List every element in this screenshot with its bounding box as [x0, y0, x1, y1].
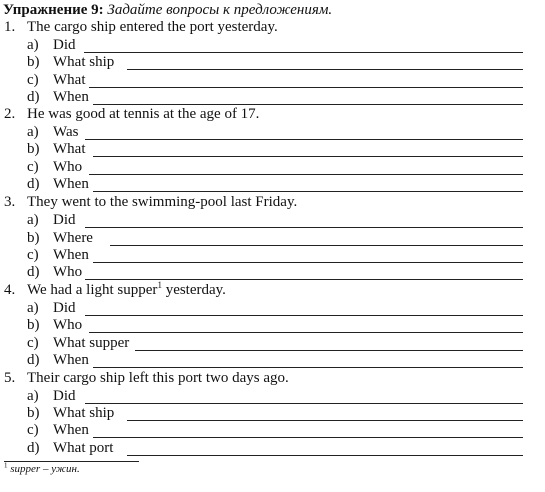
option-letter: c) — [27, 72, 39, 88]
option-letter: d) — [27, 352, 40, 368]
answer-line-5b[interactable] — [27, 405, 523, 422]
footnote — [4, 463, 80, 476]
answer-blank[interactable] — [127, 69, 523, 70]
answer-blank[interactable] — [89, 332, 523, 333]
option-letter: c) — [27, 247, 39, 263]
option-letter: b) — [27, 317, 40, 333]
footnote-divider — [4, 461, 139, 462]
question-4 — [4, 282, 534, 299]
answer-line-2d[interactable] — [27, 176, 523, 193]
option-prompt: When — [53, 352, 89, 368]
answer-line-5c[interactable] — [27, 422, 523, 439]
answer-blank[interactable] — [84, 52, 523, 53]
answer-blank[interactable] — [93, 367, 523, 368]
option-prompt: What ship — [53, 405, 115, 421]
question-number: 2. — [4, 106, 16, 122]
option-prompt: What supper — [53, 335, 130, 351]
answer-blank[interactable] — [127, 455, 523, 456]
option-prompt: Did — [53, 212, 76, 228]
question-2 — [4, 106, 534, 123]
answer-blank[interactable] — [135, 350, 523, 351]
option-prompt: Did — [53, 388, 76, 404]
question-number: 1. — [4, 19, 16, 35]
question-1 — [4, 19, 534, 36]
option-letter: c) — [27, 335, 39, 351]
answer-line-3d[interactable] — [27, 264, 523, 281]
answer-line-5a[interactable] — [27, 388, 523, 405]
answer-line-2c[interactable] — [27, 159, 523, 176]
exercise-label: Упражнение 9: — [3, 2, 104, 18]
option-prompt: When — [53, 89, 89, 105]
answer-line-1c[interactable] — [27, 72, 523, 89]
option-prompt: When — [53, 176, 89, 192]
option-letter: c) — [27, 422, 39, 438]
option-letter: c) — [27, 159, 39, 175]
exercise-title — [3, 1, 332, 19]
question-3 — [4, 194, 534, 211]
question-sentence: The cargo ship entered the port yesterday. — [27, 19, 278, 35]
option-letter: d) — [27, 264, 40, 280]
answer-line-4d[interactable] — [27, 352, 523, 369]
option-letter: d) — [27, 89, 40, 105]
answer-blank[interactable] — [93, 437, 523, 438]
answer-line-5d[interactable] — [27, 440, 523, 457]
answer-blank[interactable] — [85, 315, 523, 316]
question-sentence: Their cargo ship left this port two days ago. — [27, 370, 289, 386]
answer-line-4c[interactable] — [27, 335, 523, 352]
footnote-reference: 1 — [157, 280, 162, 290]
question-sentence: He was good at tennis at the age of 17. — [27, 106, 260, 122]
option-letter: b) — [27, 54, 40, 70]
option-letter: b) — [27, 230, 40, 246]
answer-blank[interactable] — [85, 227, 523, 228]
question-number: 3. — [4, 194, 16, 210]
option-letter: a) — [27, 300, 39, 316]
question-sentence: We had a light supper — [27, 282, 158, 298]
answer-line-2a[interactable] — [27, 124, 523, 141]
answer-line-1a[interactable] — [27, 37, 523, 54]
option-prompt: What — [53, 72, 86, 88]
answer-blank[interactable] — [93, 191, 523, 192]
question-sentence-end: yesterday. — [161, 282, 226, 298]
footnote-text: supper – ужин. — [10, 463, 80, 475]
option-prompt: When — [53, 247, 89, 263]
question-number: 4. — [4, 282, 16, 298]
answer-blank[interactable] — [85, 139, 523, 140]
answer-blank[interactable] — [110, 245, 523, 246]
option-letter: d) — [27, 440, 40, 456]
option-prompt: When — [53, 422, 89, 438]
option-prompt: What port — [53, 440, 114, 456]
option-prompt: Did — [53, 37, 76, 53]
answer-blank[interactable] — [93, 104, 523, 105]
answer-blank[interactable] — [93, 156, 523, 157]
question-5 — [4, 370, 534, 387]
answer-line-3c[interactable] — [27, 247, 523, 264]
option-letter: b) — [27, 405, 40, 421]
option-prompt: Did — [53, 300, 76, 316]
option-prompt: Who — [53, 264, 83, 280]
option-letter: a) — [27, 212, 39, 228]
question-sentence: They went to the swimming-pool last Friday. — [27, 194, 298, 210]
answer-blank[interactable] — [93, 262, 523, 263]
answer-line-4a[interactable] — [27, 300, 523, 317]
option-letter: a) — [27, 388, 39, 404]
option-prompt: Was — [53, 124, 79, 140]
question-number: 5. — [4, 370, 16, 386]
option-prompt: What — [53, 141, 86, 157]
exercise-instruction: Задайте вопросы к предложениям. — [107, 2, 333, 18]
answer-line-4b[interactable] — [27, 317, 523, 334]
answer-blank[interactable] — [89, 87, 523, 88]
answer-blank[interactable] — [85, 403, 523, 404]
option-letter: b) — [27, 141, 40, 157]
answer-line-3b[interactable] — [27, 230, 523, 247]
answer-blank[interactable] — [85, 279, 523, 280]
answer-blank[interactable] — [89, 174, 523, 175]
option-letter: d) — [27, 176, 40, 192]
answer-line-3a[interactable] — [27, 212, 523, 229]
answer-line-1b[interactable] — [27, 54, 523, 71]
answer-line-1d[interactable] — [27, 89, 523, 106]
option-prompt: What ship — [53, 54, 115, 70]
option-letter: a) — [27, 37, 39, 53]
option-prompt: Who — [53, 159, 83, 175]
answer-blank[interactable] — [127, 420, 523, 421]
option-prompt: Who — [53, 317, 83, 333]
option-prompt: Where — [53, 230, 93, 246]
option-letter: a) — [27, 124, 39, 140]
answer-line-2b[interactable] — [27, 141, 523, 158]
footnote-marker: 1 — [4, 461, 8, 470]
